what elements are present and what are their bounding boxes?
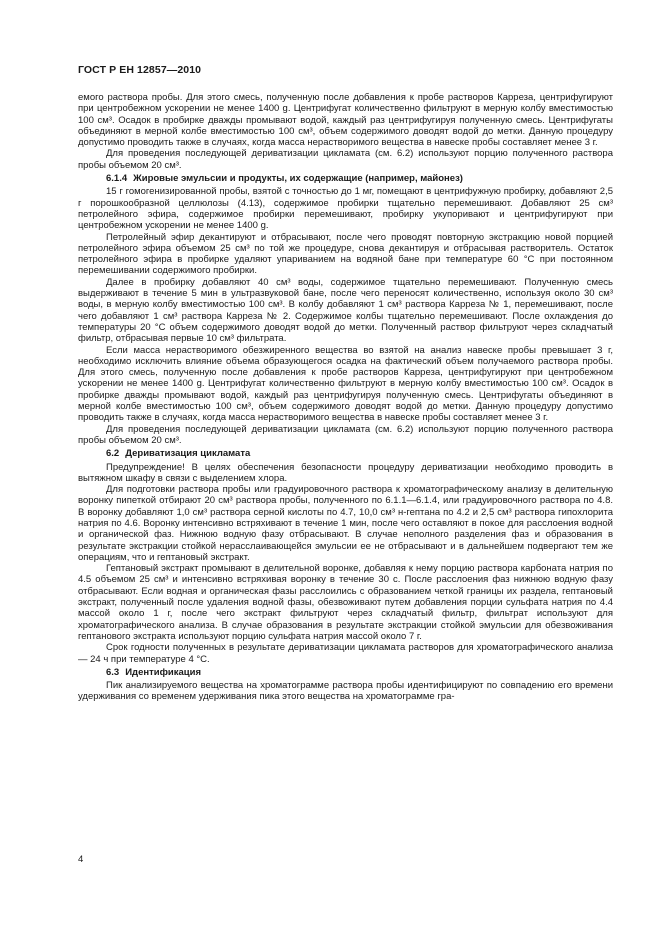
section-title: Жировые эмульсии и продукты, их содержащие (например, майонез) <box>133 173 463 185</box>
section-heading <box>78 173 613 184</box>
section-title: Идентификация <box>125 666 202 678</box>
section-number: 6.1.4 <box>106 173 128 185</box>
paragraph: Для проведения последующей дериватизации цикламата (см. 6.2) используют порцию полученного раствора пробы объемом 20 см³. <box>78 148 613 171</box>
paragraph: Если масса нерастворимого обезжиренного вещества во взятой на анализ навеске пробы превышает 3 г, необходимо исключить влияние объема образующегося осадка на фактический объем получаемого раствора пробы. Для этого смесь, полученную после добавления к пробе растворов Карреза, центрифугируют при центробежном ускорении не менее 1400 g. Центрифугат количественно фильтруют в мерную колбу вместимостью 100 см³. Осадок в пробирке дважды промывают водой, каждый раз центрифугируя полученную смесь. Центрифугаты объединяют в мерной колбе вместимостью 100 см³, объем содержимого доводят водой до метки. Данную процедуру допустимо проводить также в случаях, когда масса нерастворимого вещества в навеске пробы составляет менее 3 г. <box>78 344 613 424</box>
paragraph: Срок годности полученных в результате дериватизации цикламата растворов для хроматографического анализа — 24 ч при температуре 4 °С. <box>78 642 613 665</box>
paragraph: Предупреждение! В целях обеспечения безопасности процедуру дериватизации необходимо проводить в вытяжном шкафу в связи с выделением хлора. <box>78 461 613 484</box>
paragraph: емого раствора пробы. Для этого смесь, полученную после добавления к пробе растворов Карреза, центрифугируют при центробежном ускорении не менее 1400 g. Центрифугат количественно фильтруют в мерную колбу вместимостью 100 см³. Осадок в пробирке дважды промывают водой, каждый раз центрифугируя полученную смесь. Центрифугаты объединяют в мерной колбе вместимостью 100 см³, объем содержимого доводят водой до метки. Данную процедуру допустимо проводить также в случаях, когда масса нерастворимого вещества в навеске пробы составляет менее 3 г. <box>78 92 613 149</box>
paragraph: Петролейный эфир декантируют и отбрасывают, после чего проводят повторную экстракцию новой порцией петролейного эфира объемом 25 см³ по той же процедуре, снова декантируя и отбрасывая растворитель. Остаток петролейного эфира в пробирке удаляют упариванием на водяной бане при температуре 60 °С при постоянном перемешивании содержимого пробирки. <box>78 231 613 277</box>
section-number: 6.2 <box>106 448 120 460</box>
page-header: ГОСТ Р ЕН 12857—2010 <box>78 64 202 76</box>
section-title: Дериватизация цикламата <box>125 448 251 460</box>
paragraph: Для подготовки раствора пробы или градуировочного раствора к хроматографическому анализу в делительную воронку пипеткой отбирают 20 см³ раствора пробы, полученного по 6.1.1—6.1.4, или градуировочного раствора по 4.8. В воронку добавляют 1,0 см³ раствора серной кислоты по 4.7, 10,0 см³ н-гептана по 4.2 и 2,5 см³ раствора гипохлорита натрия по 4.6. Воронку интенсивно встряхивают в течение 1 мин, после чего оставляют в покое для расслоения водной и органической фаз. Нижнюю водную фазу отбрасывают. В случае неполного разделения фаз и образования в результате экстракции стойкой нерасслаивающейся эмульсии ее не отбрасывают и в дальнейшем подвергают тем же операциям, что и гептановый экстракт. <box>78 484 613 563</box>
section-heading <box>78 667 613 678</box>
paragraph: Гептановый экстракт промывают в делительной воронке, добавляя к нему порцию раствора карбоната натрия по 4.5 объемом 25 см³ и интенсивно встряхивая воронку в течение 30 с. После расслоения фаз нижнюю водную фазу отбрасывают. Если водная и органическая фазы расслоились с образованием четкой границы их раздела, гептановый экстракт, полученный после удаления водной фазы, обезвоживают путем добавления порции сульфата натрия по 4.4 массой около 1 г, после чего экстракт фильтруют через складчатый фильтр, фильтрат используют для хроматографического анализа. В случае образования в результате экстракции стойкой эмульсии для обезвоживания гептанового экстракта используют порцию сульфата натрия массой около 7 г. <box>78 563 613 642</box>
paragraph: Для проведения последующей дериватизации цикламата (см. 6.2) используют порцию полученного раствора пробы объемом 20 см³. <box>78 423 613 446</box>
paragraph: Пик анализируемого вещества на хроматограмме раствора пробы идентифицируют по совпадению его времени удерживания со временем удерживания пика этого вещества на хроматограмме гра- <box>78 680 613 703</box>
paragraph: 15 г гомогенизированной пробы, взятой с точностью до 1 мг, помещают в центрифужную пробирку, добавляют 2,5 г порошкообразной целлюлозы (4.13), содержимое пробирки тщательно перемешивают. Добавляют 25 см³ петролейного эфира, содержимое пробирки перемешивают, пробирку укупоривают и центрифугируют при центробежном ускорении не менее 1400 g. <box>78 186 613 232</box>
document-body <box>78 92 613 703</box>
section-number: 6.3 <box>106 666 120 678</box>
page-number: 4 <box>78 854 84 865</box>
paragraph: Далее в пробирку добавляют 40 см³ воды, содержимое тщательно перемешивают. Полученную смесь выдерживают в течение 5 мин в ультразвуковой бане, после чего переносят количественно, используя около 30 см³ воды, в мерную колбу вместимостью 100 см³. В колбу добавляют 1 см³ раствора Карреза № 1, перемешивают, после чего добавляют 1 см³ раствора Карреза № 2. Содержимое колбы тщательно перемешивают. После охлаждения до температуры 20 °С объем содержимого доводят водой до метки. Полученный раствор фильтруют через складчатый фильтр, отбрасывая первые 10 см³ фильтрата. <box>78 276 613 345</box>
section-heading <box>78 448 613 459</box>
